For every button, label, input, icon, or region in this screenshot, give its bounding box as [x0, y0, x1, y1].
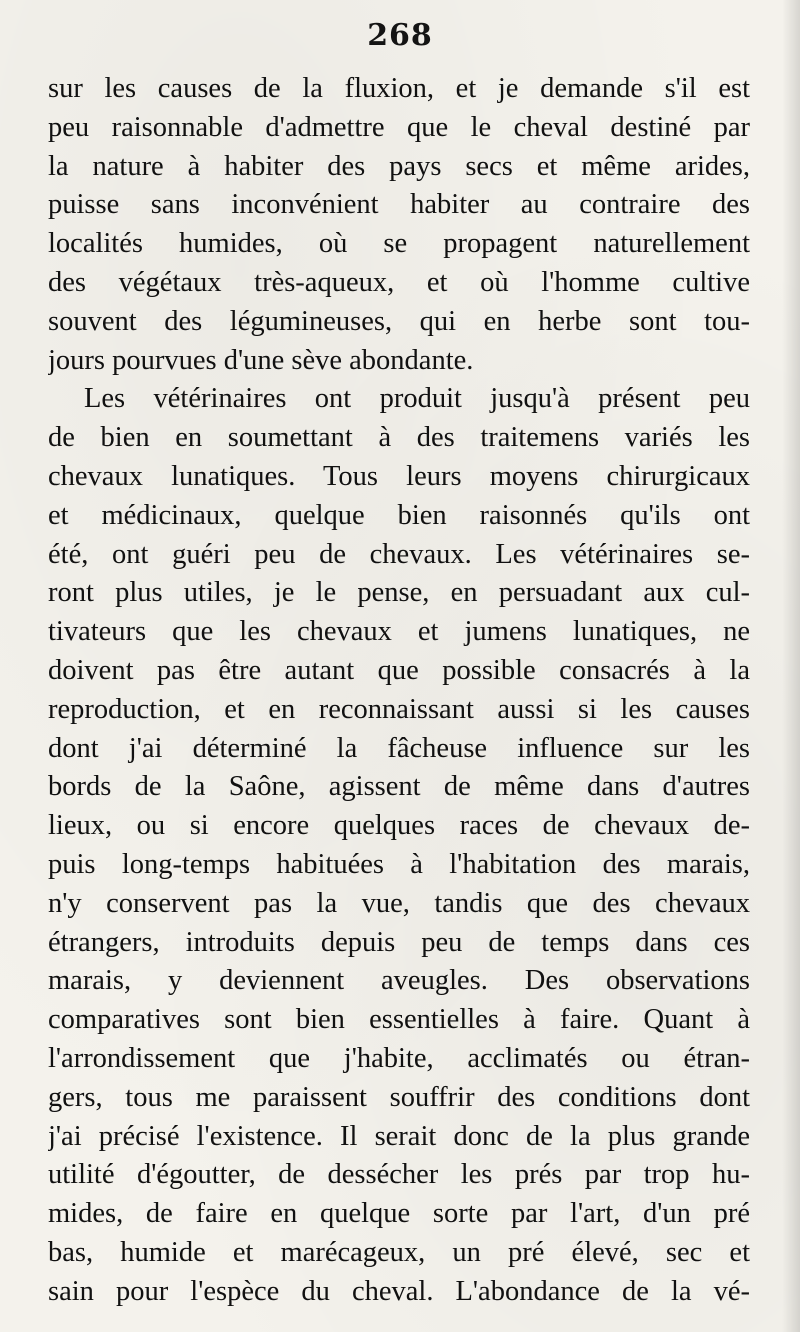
text-line: marais, y deviennent aveugles. Des observations	[48, 965, 750, 997]
text-line: dont j'ai déterminé la fâcheuse influence sur les	[48, 732, 750, 764]
text-line: l'arrondissement que j'habite, acclimatés ou étran-	[48, 1042, 750, 1074]
text-line: ront plus utiles, je le pense, en persuadant aux cul-	[48, 577, 750, 609]
text-line: étrangers, introduits depuis peu de temps dans ces	[48, 926, 750, 958]
text-line: puis long-temps habituées à l'habitation des marais,	[48, 848, 750, 880]
text-line: sur les causes de la fluxion, et je demande s'il est	[48, 73, 750, 104]
text-line: j'ai précisé l'existence. Il serait donc de la plus grande	[48, 1120, 750, 1152]
text-line: bords de la Saône, agissent de même dans d'autres	[48, 771, 750, 803]
text-line: puisse sans inconvénient habiter au contraire des	[48, 189, 750, 221]
text-line: peu raisonnable d'admettre que le cheval destiné par	[48, 111, 750, 143]
text-line: et médicinaux, quelque bien raisonnés qu'ils ont	[48, 499, 750, 531]
text-line: gers, tous me paraissent souffrir des conditions dont	[48, 1081, 750, 1113]
text-line: doivent pas être autant que possible consacrés à la	[48, 654, 750, 686]
text-line: comparatives sont bien essentielles à faire. Quant à	[48, 1004, 750, 1036]
page-edge-shadow	[782, 0, 800, 1332]
text-line: de bien en soumettant à des traitemens variés les	[48, 422, 750, 454]
text-line: n'y conservent pas la vue, tandis que des chevaux	[48, 887, 750, 919]
text-line: lieux, ou si encore quelques races de chevaux de-	[48, 810, 750, 842]
text-line: souvent des légumineuses, qui en herbe sont tou-	[48, 305, 750, 337]
text-line: localités humides, où se propagent naturellement	[48, 228, 750, 260]
text-line: jours pourvues d'une sève abondante.	[48, 344, 474, 376]
text-line: la nature à habiter des pays secs et même arides,	[48, 150, 750, 182]
page-number: 268	[367, 18, 433, 53]
text-line: tivateurs que les chevaux et jumens lunatiques, ne	[48, 616, 750, 648]
text-line: bas, humide et marécageux, un pré élevé, sec et	[48, 1236, 750, 1268]
text-line: sain pour l'espèce du cheval. L'abondance de la vé-	[48, 1275, 750, 1307]
text-line: reproduction, et en reconnaissant aussi si les causes	[48, 693, 750, 725]
text-line: utilité d'égoutter, de dessécher les prés par trop hu-	[48, 1159, 750, 1191]
text-line: mides, de faire en quelque sorte par l'art, d'un pré	[48, 1198, 750, 1230]
text-line: été, ont guéri peu de chevaux. Les vétérinaires se-	[48, 538, 750, 570]
body-text	[48, 70, 750, 1312]
text-line: Les vétérinaires ont produit jusqu'à présent peu	[84, 383, 750, 415]
text-line: des végétaux très-aqueux, et où l'homme cultive	[48, 266, 750, 298]
text-line: chevaux lunatiques. Tous leurs moyens chirurgicaux	[48, 460, 750, 492]
